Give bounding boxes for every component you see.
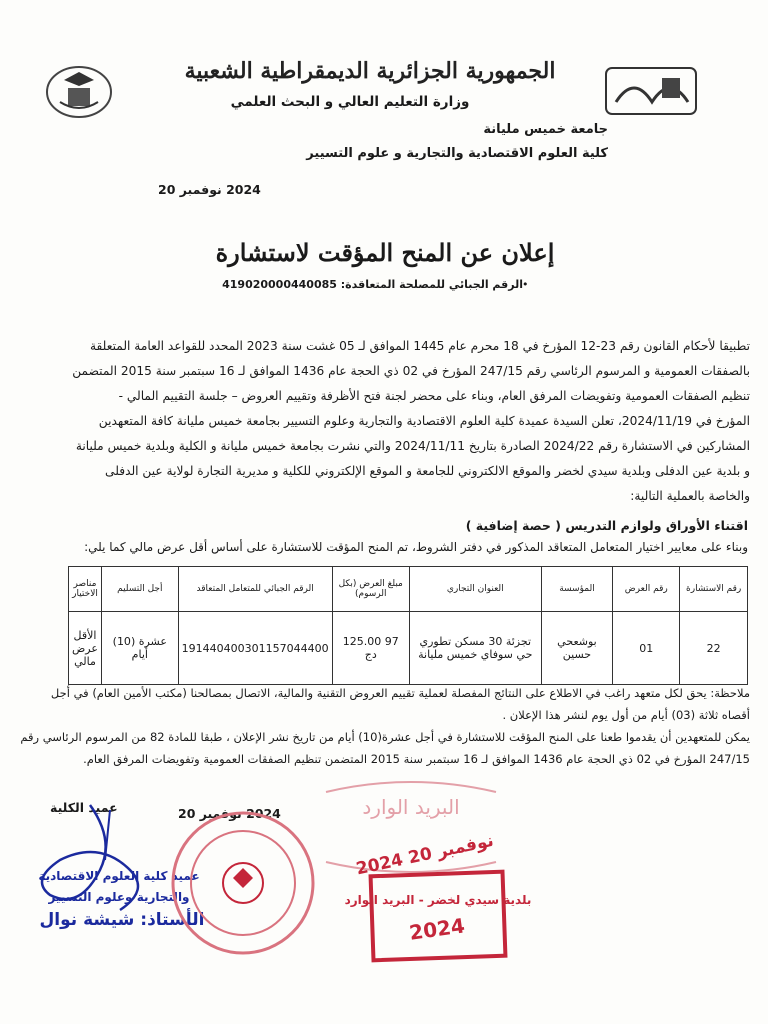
body-paragraph — [20, 334, 750, 509]
round-seal-stamp — [168, 808, 318, 958]
note-line: أقصاه ثلاثة (03) أيام من أول يوم لنشر هذا الإعلان . — [502, 708, 750, 722]
signature-line-2: والتجارية وعلوم التسيير — [48, 890, 190, 904]
body-line: المؤرخ في 2024/11/19، تعلن السيدة عميدة كلية العلوم الاقتصادية والتجارية وعلوم التسيير بجامعة خميس مليانة كافة المتعهدين — [98, 414, 750, 428]
red-stamp-title: بلدية سيدي لخضر - البريد الوارد — [344, 893, 532, 907]
body-line: والخاصة بالعملية التالية: — [630, 489, 750, 503]
postal-stamp-date: 2024 نوفمبر 20 — [354, 830, 496, 880]
body-line: تنظيم الصفقات العمومية وتفويضات المرفق العام، وبناء على محضر لجنة فتح الأظرفة وتقييم العروض – جلسة التقييم المالي - — [118, 389, 750, 403]
faculty-name: كلية العلوم الاقتصادية والتجارية و علوم التسيير — [306, 146, 608, 161]
table-header: الرقم الجبائي للمتعامل المتعاقد — [178, 567, 332, 612]
note-section — [15, 682, 750, 770]
table-header: رقم الاستشارة — [680, 567, 748, 612]
body-line: بالصفقات العمومية و المرسوم الرئاسي رقم 247/15 المؤرخ في 02 ذي الحجة عام 1436 الموافق لـ 16 سبتمبر سنة 2015 المتضمن — [72, 364, 750, 378]
red-rectangular-stamp — [344, 870, 532, 962]
table-header: رقم العرض — [613, 567, 680, 612]
table-cell: 97 125.00 دج — [332, 612, 409, 685]
tax-id: الرقم الجبائي للمصلحة المتعاقدة: 419020000440085 — [222, 278, 523, 291]
table-intro: وبناء على معايير اختيار المتعامل المتعاقد المذكور في دفتر الشروط، تم المنح المؤقت للاستشارة على أساس أقل عرض مالي كما يلي: — [84, 540, 748, 554]
table-header: مناصر الاختيار — [69, 567, 102, 612]
date-top: 2024 نوفمبر 20 — [158, 182, 261, 197]
signature-line-1: عميد كلية العلوم الاقتصادية — [38, 869, 200, 883]
body-line: و بلدية عين الدفلى وبلدية سيدي لخضر والموقع الالكتروني للجامعة و الموقع الإلكتروني للكلية و مديرية التجارة لولاية عين الدفلى — [105, 464, 750, 478]
note-line: ملاحظة: يحق لكل متعهد راغب في الاطلاع على النتائج المفصلة لعملية تقييم العروض التقنية والمالية، الاتصال بمصالحنا (مكتب الأمين العام) في أجل — [50, 686, 750, 700]
announcement-title: إعلان عن المنح المؤقت لاستشارة — [215, 238, 555, 267]
postal-stamp-title: البريد الوارد — [362, 795, 460, 819]
award-table — [68, 566, 748, 685]
note-line: 247/15 المؤرخ في 02 ذي الحجة عام 1436 الموافق لـ 16 سبتمبر سنة 2015 المتضمن تنظيم الصفقات العمومية وتفويضات المرفق العام. — [83, 752, 750, 766]
republic-title: الجمهورية الجزائرية الديمقراطية الشعبية — [184, 58, 556, 84]
ministry-logo — [44, 62, 114, 120]
table-cell: 01 — [613, 612, 680, 685]
ministry-title: وزارة التعليم العالي و البحث العلمي — [230, 94, 470, 110]
date-bottom: 2024 نوفمبر 20 — [178, 806, 281, 821]
operation-title: اقتناء الأوراق ولوازم التدريس ( حصة إضافية ) — [465, 518, 748, 533]
postal-stamp — [316, 772, 506, 882]
table-cell: 191440400301157044400 — [178, 612, 332, 685]
table-header: أجل التسليم — [101, 567, 178, 612]
body-line: تطبيقا لأحكام القانون رقم 23-12 المؤرخ في 18 محرم عام 1445 الموافق لـ 05 غشت سنة 2023 المحدد للقواعد العامة المتعلقة — [89, 339, 750, 353]
signature-name: الأستاذ: شيشة نوال — [39, 910, 205, 930]
table-header: مبلغ العرض (بكل الرسوم) — [332, 567, 409, 612]
university-logo — [604, 62, 699, 120]
table-cell: بوشعحي حسين — [541, 612, 613, 685]
table-header-row — [69, 567, 748, 612]
red-stamp-year: 2024 — [407, 913, 467, 945]
university-name: جامعة خميس مليانة — [483, 122, 608, 137]
table-header: العنوان التجاري — [409, 567, 541, 612]
table-row — [69, 612, 748, 685]
table-cell: عشرة (10) أيام — [101, 612, 178, 685]
table-header: المؤسسة — [541, 567, 613, 612]
table-cell: 22 — [680, 612, 748, 685]
dean-label: عميد الكلية — [50, 800, 118, 815]
table-cell: الأقل عرض مالي — [69, 612, 102, 685]
bullet-dot: • — [522, 278, 529, 291]
table-cell: تجزئة 30 مسكن تطوري حي سوفاي خميس مليانة — [409, 612, 541, 685]
body-line: المشاركين في الاستشارة رقم 2024/22 الصادرة بتاريخ 2024/11/11 والتي نشرت بجامعة خميس مليانة و الكلية وبلدية خميس مليانة — [75, 439, 750, 453]
note-line: يمكن للمتعهدين أن يقدموا طعنا على المنح المؤقت للاستشارة في أجل عشرة(10) أيام من تاريخ نشر الإعلان ، طبقا للمادة 82 من المرسوم الرئاسي رقم — [20, 730, 750, 744]
